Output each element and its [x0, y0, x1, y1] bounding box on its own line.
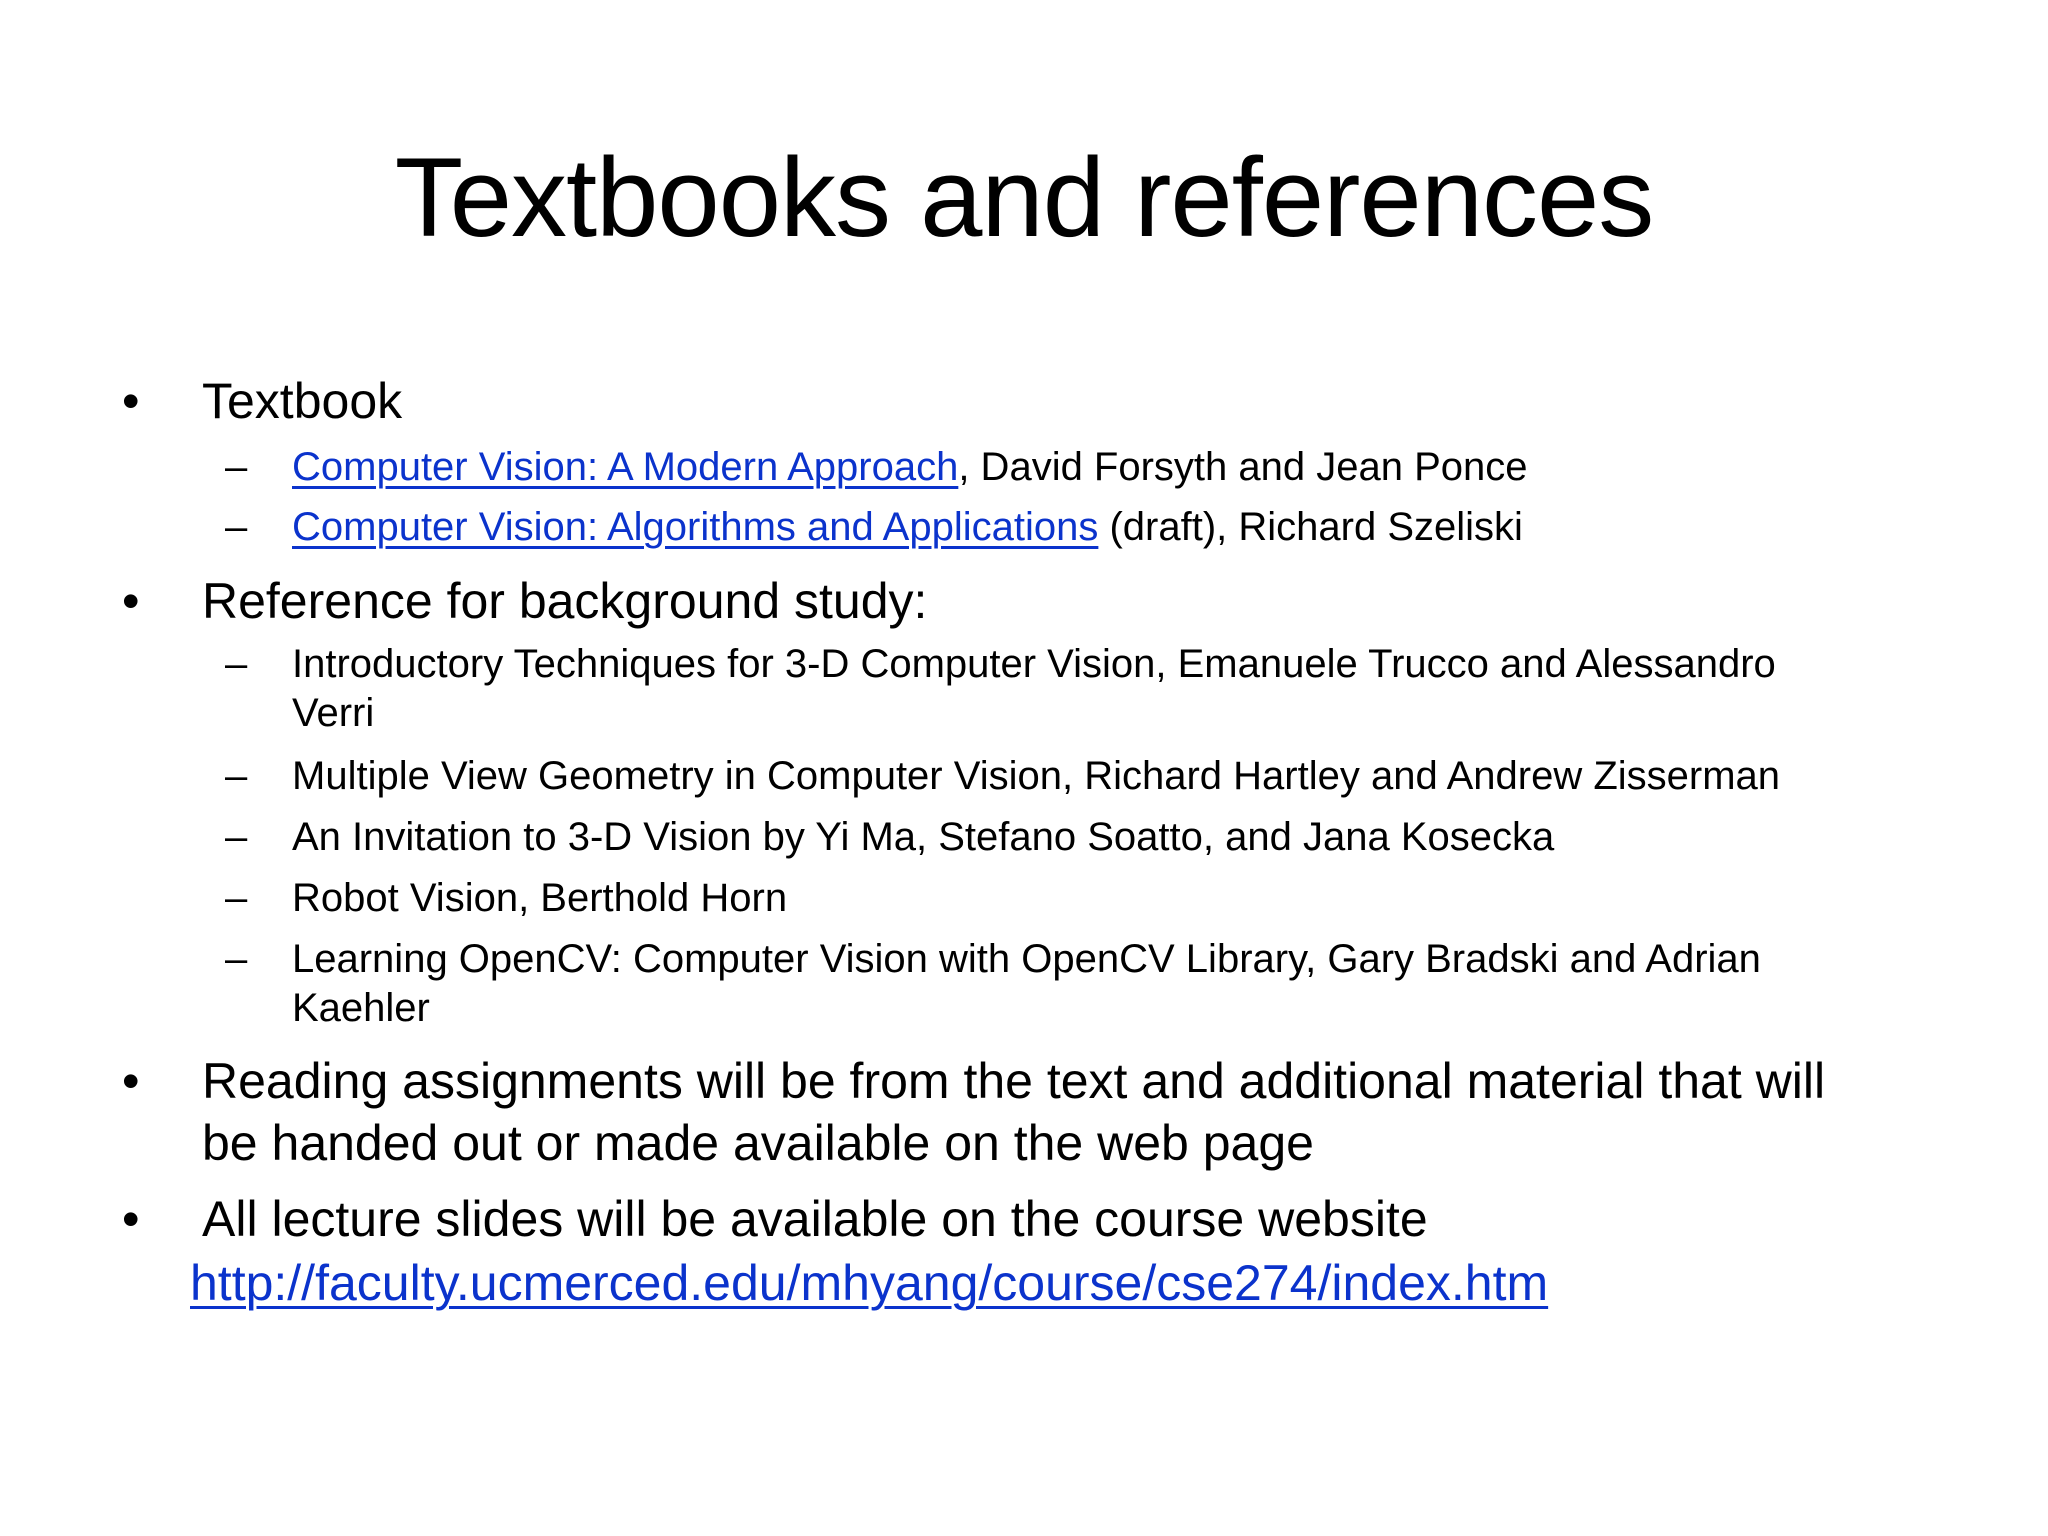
- dash-glyph: –: [225, 937, 248, 981]
- bullet-glyph: •: [122, 1191, 140, 1247]
- dash-glyph: –: [225, 754, 248, 798]
- bullet-reading-line1: Reading assignments will be from the text and additional material that will: [202, 1053, 1826, 1109]
- dash-glyph: –: [225, 815, 248, 859]
- bullet-glyph: •: [122, 573, 140, 629]
- dash-glyph: –: [225, 642, 248, 686]
- textbook-item-2-authors: (draft), Richard Szeliski: [1098, 505, 1523, 549]
- bullet-glyph: •: [122, 1053, 140, 1109]
- bullet-slides-label: All lecture slides will be available on the course website: [202, 1191, 1428, 1247]
- course-website-link[interactable]: http://faculty.ucmerced.edu/mhyang/course/cse274/index.htm: [190, 1255, 1549, 1311]
- reference-item-3-text: An Invitation to 3-D Vision by Yi Ma, Stefano Soatto, and Jana Kosecka: [292, 815, 1555, 859]
- link-forsyth-ponce[interactable]: Computer Vision: A Modern Approach: [292, 445, 959, 489]
- dash-glyph: –: [225, 505, 248, 549]
- bullet-glyph: •: [122, 373, 140, 429]
- textbook-item-1-authors: , David Forsyth and Jean Ponce: [958, 445, 1528, 489]
- reference-item-1-line1: Introductory Techniques for 3-D Computer Vision, Emanuele Trucco and Alessandro: [292, 642, 1776, 686]
- reference-item-4-text: Robot Vision, Berthold Horn: [292, 876, 788, 920]
- bullet-reading-line2: be handed out or made available on the web page: [202, 1115, 1314, 1171]
- reference-item-5-line1: Learning OpenCV: Computer Vision with OpenCV Library, Gary Bradski and Adrian: [292, 937, 1761, 981]
- reference-item-2-text: Multiple View Geometry in Computer Vision, Richard Hartley and Andrew Zisserman: [292, 754, 1781, 798]
- reference-item-1-line2: Verri: [292, 691, 375, 735]
- dash-glyph: –: [225, 445, 248, 489]
- dash-glyph: –: [225, 876, 248, 920]
- course-url-line: [190, 1252, 1548, 1314]
- bullet-textbook-label: Textbook: [202, 373, 403, 429]
- bullet-reference-label: Reference for background study:: [202, 573, 928, 629]
- reference-item-5-line2: Kaehler: [292, 986, 430, 1030]
- link-szeliski[interactable]: Computer Vision: Algorithms and Applications: [292, 505, 1099, 549]
- slide-title: Textbooks and references: [394, 135, 1654, 260]
